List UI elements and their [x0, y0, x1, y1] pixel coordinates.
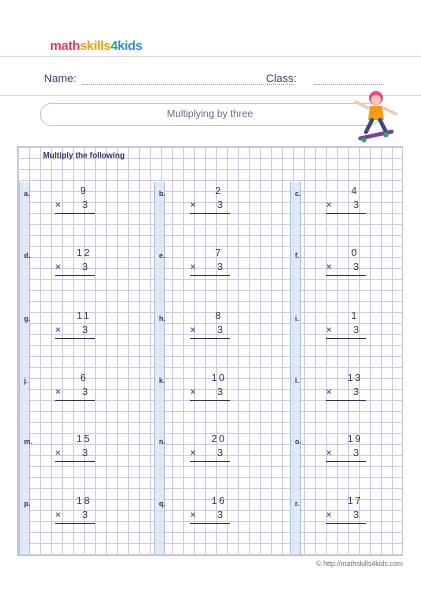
times-sign: × [55, 325, 61, 336]
problem-a [19, 185, 139, 235]
problem-j [19, 372, 139, 422]
problem-e [154, 247, 274, 297]
skateboarder-girl-icon [352, 88, 400, 144]
times-sign: × [326, 448, 332, 459]
problem-label: i. [295, 316, 299, 323]
times-sign: × [326, 200, 332, 211]
problem-label: n. [159, 439, 166, 446]
problem-l [290, 372, 410, 422]
times-sign: × [55, 387, 61, 398]
times-sign: × [55, 510, 61, 521]
problem-q [154, 495, 274, 545]
name-label: Name: [44, 73, 77, 85]
times-sign: × [190, 262, 196, 273]
times-sign: × [55, 448, 61, 459]
problem-i [290, 310, 410, 360]
problem-multiplicand: 19 [347, 434, 363, 445]
header-divider [0, 56, 421, 57]
problem-multiplier: 3 [217, 200, 223, 211]
problem-label: g. [24, 316, 31, 323]
problem-multiplicand: 18 [76, 496, 92, 507]
problem-label: p. [24, 501, 31, 508]
problem-multiplier: 3 [82, 448, 88, 459]
logo-part: math [50, 38, 80, 53]
problem-label: j. [24, 378, 28, 385]
problem-label: h. [159, 316, 166, 323]
times-sign: × [55, 262, 61, 273]
answer-line [55, 461, 95, 462]
answer-line [190, 400, 230, 401]
times-sign: × [326, 262, 332, 273]
problem-multiplier: 3 [82, 262, 88, 273]
instruction-text: Multiply the following [43, 151, 125, 160]
problem-r [290, 495, 410, 545]
times-sign: × [55, 200, 61, 211]
answer-line [190, 275, 230, 276]
problem-multiplicand: 4 [351, 186, 359, 197]
problem-multiplier: 3 [82, 200, 88, 211]
name-class-row [44, 73, 384, 89]
problem-label: f. [295, 253, 300, 260]
answer-line [326, 400, 366, 401]
times-sign: × [326, 387, 332, 398]
problem-g [19, 310, 139, 360]
problem-multiplicand: 9 [80, 186, 88, 197]
problem-multiplier: 3 [353, 448, 359, 459]
problem-label: o. [295, 439, 302, 446]
problem-multiplicand: 2 [215, 186, 223, 197]
problem-multiplier: 3 [82, 325, 88, 336]
problem-label: e. [159, 253, 165, 260]
answer-line [190, 338, 230, 339]
times-sign: × [190, 325, 196, 336]
problem-label: c. [295, 191, 301, 198]
times-sign: × [326, 325, 332, 336]
times-sign: × [190, 510, 196, 521]
answer-line [326, 275, 366, 276]
answer-line [55, 213, 95, 214]
problem-multiplier: 3 [217, 510, 223, 521]
problem-n [154, 433, 274, 483]
answer-line [55, 275, 95, 276]
problem-multiplicand: 8 [215, 311, 223, 322]
footer-url: © http://mathskills4kids.com [316, 561, 403, 568]
problem-label: a. [24, 191, 30, 198]
problem-d [19, 247, 139, 297]
class-label: Class: [266, 73, 297, 85]
problem-multiplicand: 7 [215, 248, 223, 259]
problem-multiplier: 3 [353, 200, 359, 211]
problem-label: k. [159, 378, 165, 385]
answer-line [326, 461, 366, 462]
problem-label: l. [295, 378, 299, 385]
answer-line [190, 213, 230, 214]
problem-multiplier: 3 [217, 448, 223, 459]
times-sign: × [190, 387, 196, 398]
problem-label: m. [24, 439, 33, 446]
worksheet-title [40, 103, 380, 126]
logo-part: skills [79, 38, 111, 53]
answer-line [326, 213, 366, 214]
problem-label: d. [24, 253, 31, 260]
answer-line [190, 461, 230, 462]
answer-line [55, 338, 95, 339]
problem-multiplicand: 13 [347, 373, 363, 384]
problem-multiplicand: 20 [211, 434, 227, 445]
times-sign: × [190, 200, 196, 211]
problem-multiplier: 3 [217, 262, 223, 273]
times-sign: × [190, 448, 196, 459]
problem-o [290, 433, 410, 483]
problem-f [290, 247, 410, 297]
problem-multiplicand: 11 [76, 311, 92, 322]
problem-multiplicand: 0 [351, 248, 359, 259]
times-sign: × [326, 510, 332, 521]
problem-multiplicand: 10 [211, 373, 227, 384]
problem-multiplier: 3 [353, 387, 359, 398]
problem-label: q. [159, 501, 166, 508]
problem-multiplier: 3 [217, 387, 223, 398]
problem-h [154, 310, 274, 360]
problem-k [154, 372, 274, 422]
problem-multiplicand: 12 [76, 248, 92, 259]
problem-multiplier: 3 [82, 510, 88, 521]
answer-line [55, 523, 95, 524]
problem-c [290, 185, 410, 235]
answer-line [326, 523, 366, 524]
problem-p [19, 495, 139, 545]
problem-b [154, 185, 274, 235]
brand-logo [50, 38, 142, 53]
problem-multiplicand: 6 [80, 373, 88, 384]
answer-line [190, 523, 230, 524]
problem-multiplicand: 16 [211, 496, 227, 507]
name-field[interactable] [82, 84, 294, 85]
problem-m [19, 433, 139, 483]
problem-multiplier: 3 [353, 510, 359, 521]
problem-label: r. [295, 501, 300, 508]
answer-line [326, 338, 366, 339]
problem-multiplier: 3 [353, 262, 359, 273]
problem-multiplicand: 17 [347, 496, 363, 507]
problem-multiplicand: 15 [76, 434, 92, 445]
problem-multiplier: 3 [353, 325, 359, 336]
logo-part: kids [117, 38, 143, 53]
problem-label: b. [159, 191, 166, 198]
logo-part: 4 [110, 38, 118, 53]
problem-multiplier: 3 [82, 387, 88, 398]
class-field[interactable] [314, 84, 384, 85]
problem-multiplicand: 1 [351, 311, 359, 322]
answer-line [55, 400, 95, 401]
problem-multiplier: 3 [217, 325, 223, 336]
worksheet-title-text: Multiplying by three [166, 109, 254, 120]
